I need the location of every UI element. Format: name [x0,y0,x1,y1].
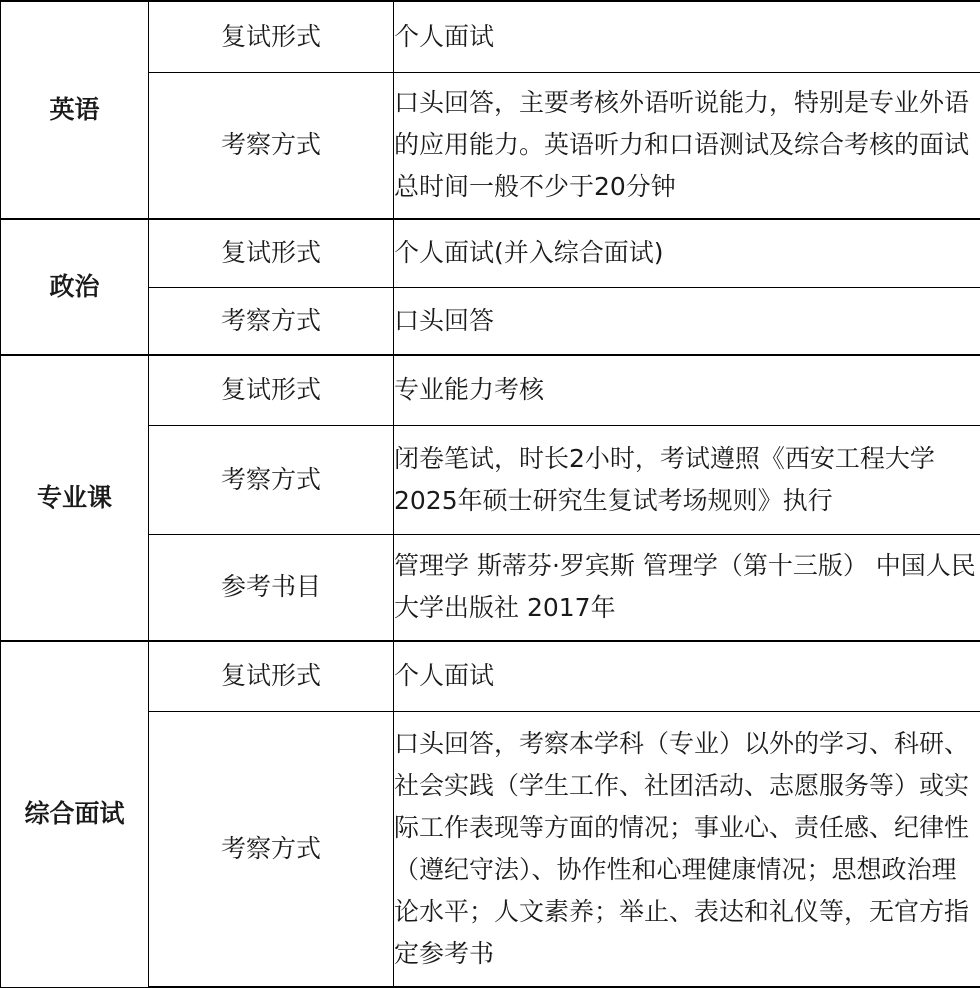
row-content: 管理学 斯蒂芬·罗宾斯 管理学（第十三版） 中国人民大学出版社 2017年 [394,534,980,641]
row-label: 参考书目 [149,534,394,641]
row-content: 口头回答 [394,287,980,355]
row-content: 个人面试(并入综合面试) [394,219,980,287]
table-row [1,1,980,72]
category-cell-politics: 政治 [1,219,149,355]
table-row [1,641,980,711]
category-cell-interview: 综合面试 [1,641,149,987]
row-content: 专业能力考核 [394,355,980,425]
category-cell-english: 英语 [1,1,149,219]
row-label: 复试形式 [149,1,394,72]
row-label: 考察方式 [149,711,394,987]
row-label: 复试形式 [149,219,394,287]
row-content: 闭卷笔试，时长2小时，考试遵照《西安工程大学2025年硕士研究生复试考场规则》执行 [394,425,980,534]
row-label: 复试形式 [149,641,394,711]
row-label: 复试形式 [149,355,394,425]
row-label: 考察方式 [149,287,394,355]
row-label: 考察方式 [149,425,394,534]
table-row [1,219,980,287]
category-cell-major: 专业课 [1,355,149,641]
row-label: 考察方式 [149,72,394,219]
row-content: 个人面试 [394,1,980,72]
row-content: 口头回答，主要考核外语听说能力，特别是专业外语的应用能力。英语听力和口语测试及综合考核的面试总时间一般不少于20分钟 [394,72,980,219]
table-row [1,355,980,425]
row-content: 口头回答，考察本学科（专业）以外的学习、科研、社会实践（学生工作、社团活动、志愿服务等）或实际工作表现等方面的情况；事业心、责任感、纪律性（遵纪守法）、协作性和心理健康情况；思想政治理论水平；人文素养；举止、表达和礼仪等，无官方指定参考书 [394,711,980,987]
row-content: 个人面试 [394,641,980,711]
